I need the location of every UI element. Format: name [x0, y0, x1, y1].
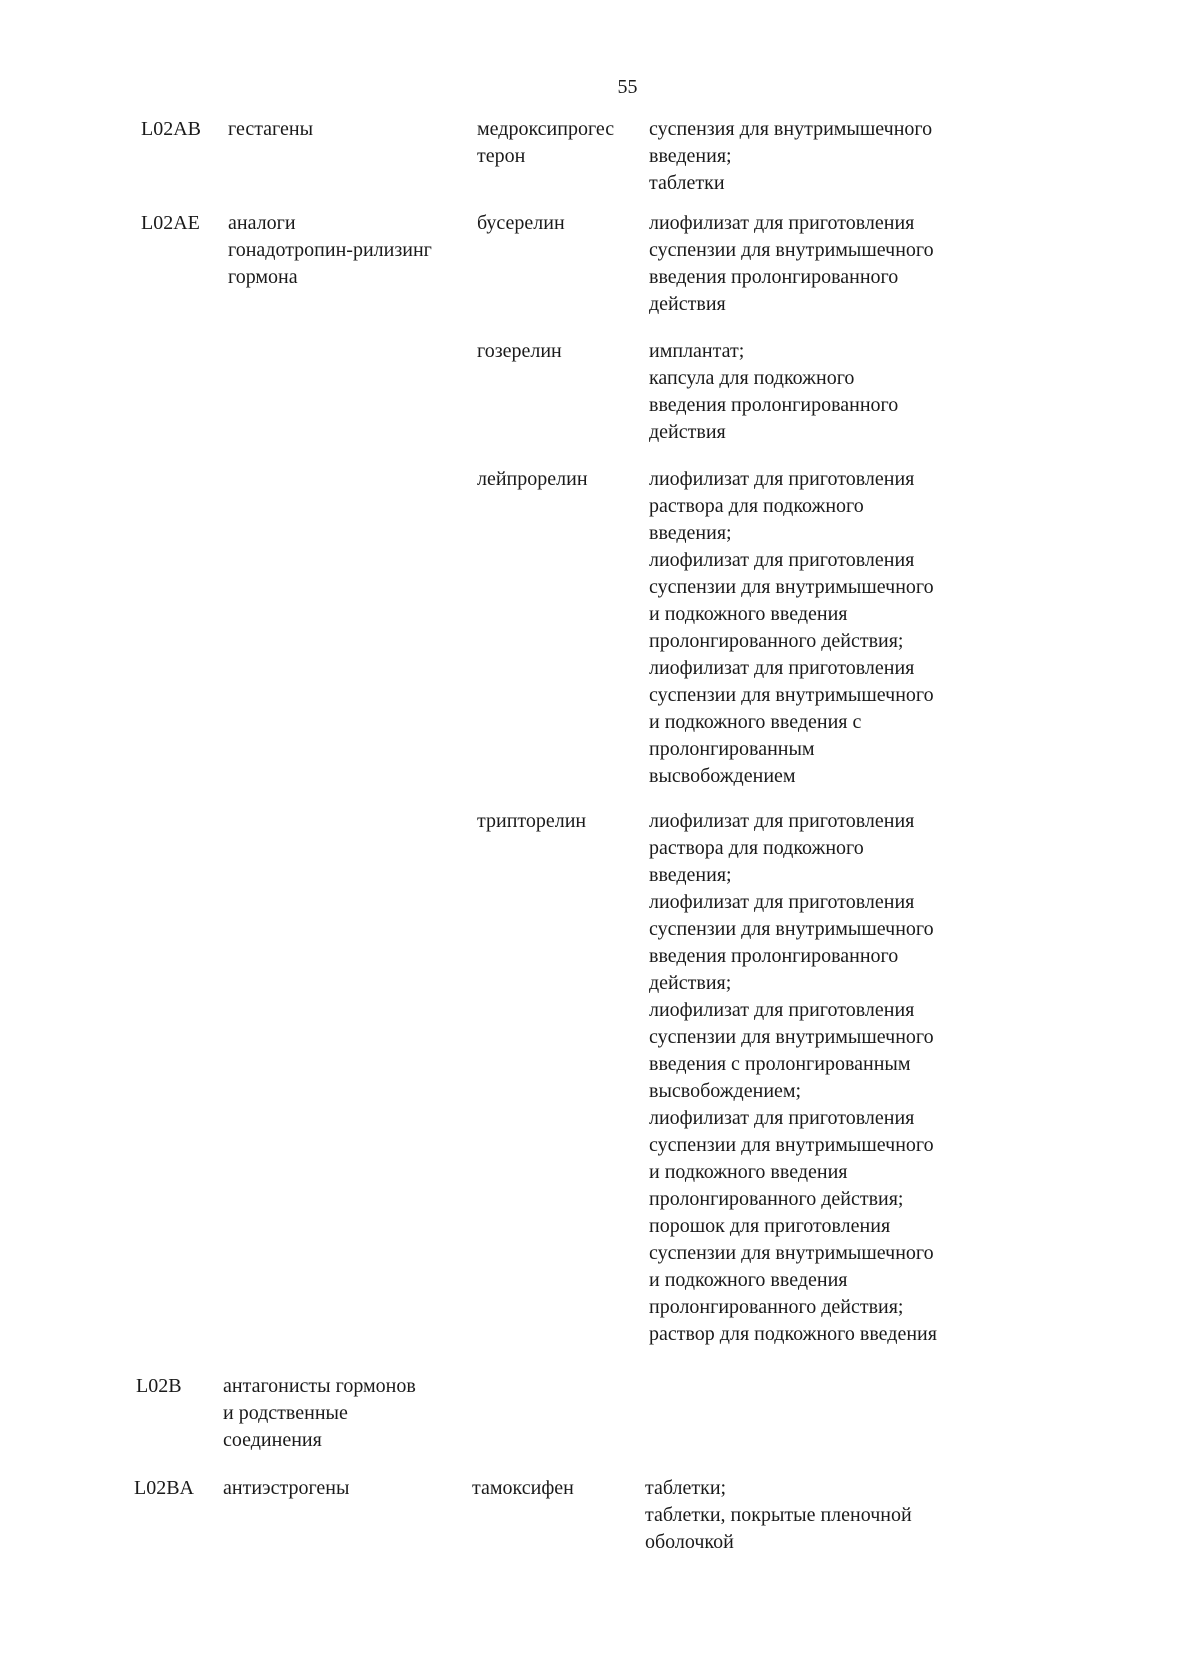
dosage-form: таблетки; таблетки, покрытые пленочной оболочкой	[645, 1477, 912, 1553]
drug-name: трипторелин	[477, 810, 587, 832]
drug-name: медроксипрогес терон	[477, 118, 615, 167]
dosage-form: лиофилизат для приготовления раствора для подкожного введения; лиофилизат для приготовления суспензии для внутримышечного введения пролонгированного действия; лиофилизат для приготовления суспензии для внутримышечного введения с пролонгированным высвобождением; лиофилизат для приготовления суспензии для внутримышечного и подкожного введения пролонгированного действия; порошок для приготовления суспензии для внутримышечного и подкожного введения пролонгированного действия; раствор для подкожного введения	[649, 810, 937, 1345]
drug-name: бусерелин	[477, 212, 565, 234]
page-number: 55	[617, 76, 638, 98]
atc-code: L02B	[136, 1375, 182, 1397]
atc-group: антагонисты гормонов и родственные соединения	[223, 1375, 416, 1451]
atc-group: гестагены	[228, 118, 314, 140]
dosage-form: лиофилизат для приготовления раствора для подкожного введения; лиофилизат для приготовления суспензии для внутримышечного и подкожного введения пролонгированного действия; лиофилизат для приготовления суспензии для внутримышечного и подкожного введения с пролонгированным высвобождением	[649, 468, 934, 787]
dosage-form: суспензия для внутримышечного введения; таблетки	[649, 118, 933, 194]
drug-name: лейпрорелин	[477, 468, 588, 490]
drug-name: тамоксифен	[472, 1477, 574, 1499]
dosage-form: лиофилизат для приготовления суспензии для внутримышечного введения пролонгированного действия	[649, 212, 934, 315]
atc-code: L02AB	[141, 118, 201, 140]
atc-code: L02BA	[134, 1477, 194, 1499]
drug-name: гозерелин	[477, 340, 562, 362]
atc-group: аналоги гонадотропин-рилизинг гормона	[228, 212, 432, 288]
atc-group: антиэстрогены	[223, 1477, 350, 1499]
atc-code: L02AE	[141, 212, 200, 234]
dosage-form: имплантат; капсула для подкожного введения пролонгированного действия	[649, 340, 899, 443]
